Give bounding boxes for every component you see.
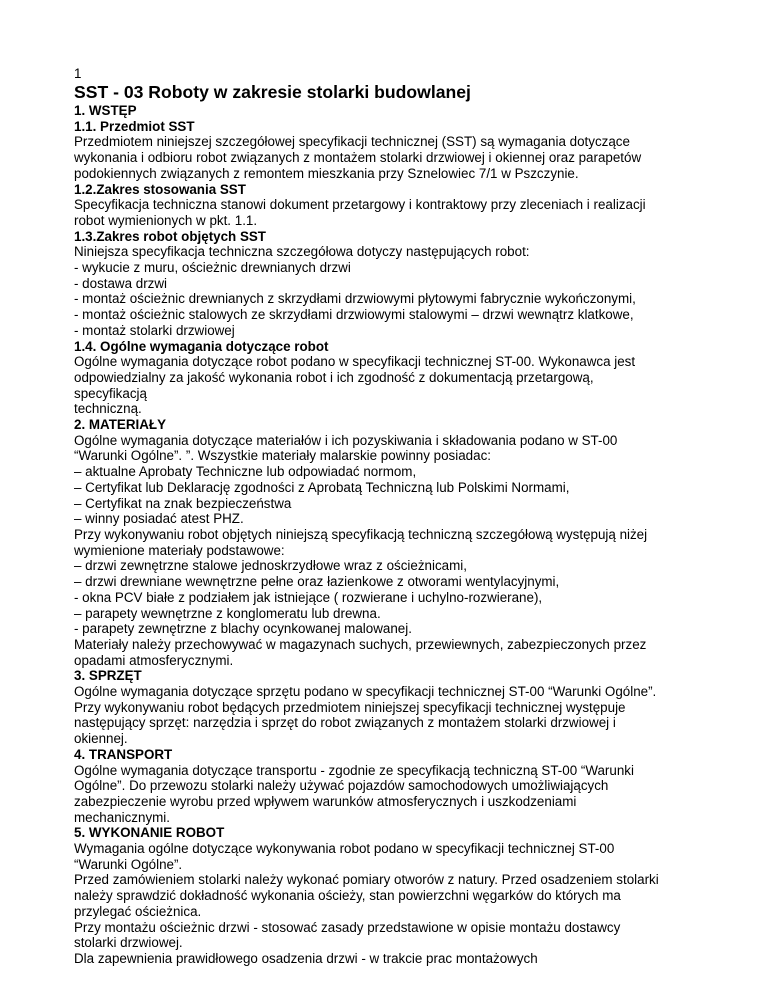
- text-line: specyfikacją: [74, 385, 147, 401]
- text-line: mechanicznymi.: [74, 809, 170, 825]
- text-line: - wykucie z muru, ościeżnic drewnianych drzwi: [74, 260, 351, 276]
- text-line: zabezpieczenie wyrobu przed wpływem warunków atmosferycznych i uszkodzeniami: [74, 793, 577, 809]
- text-line: - montaż ościeżnic stalowych ze skrzydłami drzwiowymi stalowymi – drzwi wewnątrz klatkowe,: [74, 307, 634, 323]
- text-line: Przedmiotem niniejszej szczegółowej specyfikacji technicznej (SST) są wymagania dotyczące: [74, 134, 630, 150]
- text-line: - okna PCV białe z podziałem jak istniejące ( rozwierane i uchylno-rozwierane),: [74, 589, 543, 605]
- text-line: Niniejsza specyfikacja techniczna szczegółowa dotyczy następujących robot:: [74, 244, 530, 260]
- section-heading: 4. TRANSPORT: [74, 746, 173, 762]
- text-line: Przy montażu ościeżnic drzwi - stosować zasady przedstawione w opisie montażu dostawcy: [74, 919, 621, 935]
- text-line: “Warunki Ogólne”. ”. Wszystkie materiały malarskie powinny posiadac:: [74, 448, 491, 464]
- text-line: – winny posiadać atest PHZ.: [74, 511, 244, 527]
- text-line: wykonania i odbioru robot związanych z montażem stolarki drzwiowej i okiennej oraz parapetów: [74, 150, 642, 166]
- text-line: - parapety zewnętrzne z blachy ocynkowanej malowanej.: [74, 621, 412, 637]
- text-line: Przy wykonywaniu robot będących przedmiotem niniejszej specyfikacji technicznej występuje: [74, 699, 626, 715]
- text-line: “Warunki Ogólne”.: [74, 856, 183, 872]
- text-line: okiennej.: [74, 731, 128, 747]
- section-heading: 1.2.Zakres stosowania SST: [74, 181, 246, 197]
- text-line: Ogólne”. Do przewozu stolarki należy używać pojazdów samochodowych umożliwiających: [74, 778, 609, 794]
- text-line: Ogólne wymagania dotyczące robot podano w specyfikacji technicznej ST-00. Wykonawca jest: [74, 354, 636, 370]
- text-line: Wymagania ogólne dotyczące wykonywania robot podano w specyfikacji technicznej ST-00: [74, 841, 615, 857]
- text-line: przylegać ościeżnica.: [74, 903, 202, 919]
- section-heading: 3. SPRZĘT: [74, 668, 142, 684]
- text-line: wymienione materiały podstawowe:: [74, 542, 285, 558]
- text-line: Dla zapewnienia prawidłowego osadzenia drzwi - w trakcie prac montażowych: [74, 950, 538, 966]
- section-heading: 1.4. Ogólne wymagania dotyczące robot: [74, 338, 329, 354]
- text-line: techniczną.: [74, 401, 142, 417]
- page-number: 1: [74, 66, 82, 81]
- text-line: robot wymienionych w pkt. 1.1.: [74, 212, 258, 228]
- text-line: opadami atmosferycznymi.: [74, 652, 234, 668]
- text-line: – aktualne Aprobaty Techniczne lub odpowiadać normom,: [74, 464, 417, 480]
- text-line: – parapety wewnętrzne z konglomeratu lub drewna.: [74, 605, 381, 621]
- text-line: Materiały należy przechowywać w magazynach suchych, przewiewnych, zabezpieczonych przez: [74, 636, 647, 652]
- text-line: Przy wykonywaniu robot objętych niniejszą specyfikacją techniczną szczegółową występują niżej: [74, 526, 648, 542]
- text-line: Ogólne wymagania dotyczące materiałów i ich pozyskiwania i składowania podano w ST-00: [74, 432, 618, 448]
- section-heading: 1.3.Zakres robot objętych SST: [74, 228, 266, 244]
- document-page: [74, 66, 714, 967]
- text-line: odpowiedzialny za jakość wykonania robot i ich zgodność z dokumentacją przetargową,: [74, 369, 594, 385]
- text-line: Przed zamówieniem stolarki należy wykonać pomiary otworów z natury. Przed osadzeniem stolarki: [74, 872, 659, 888]
- section-heading: 2. MATERIAŁY: [74, 417, 167, 433]
- text-line: – Certyfikat na znak bezpieczeństwa: [74, 495, 292, 511]
- text-line: – drzwi drewniane wewnętrzne pełne oraz łazienkowe z otworami wentylacyjnymi,: [74, 574, 560, 590]
- text-line: należy sprawdzić dokładność wykonania ościeży, stan powierzchni węgarków do których ma: [74, 888, 621, 904]
- text-line: - montaż stolarki drzwiowej: [74, 322, 235, 338]
- text-line: stolarki drzwiowej.: [74, 935, 183, 951]
- text-line: podokiennych związanych z remontem mieszkania przy Sznelowiec 7/1 w Pszczynie.: [74, 165, 579, 181]
- section-heading: 1.1. Przedmiot SST: [74, 118, 195, 134]
- text-line: Specyfikacja techniczna stanowi dokument przetargowy i kontraktowy przy zleceniach i realizacji: [74, 197, 646, 213]
- section-heading: 1. WSTĘP: [74, 103, 137, 118]
- text-line: Ogólne wymagania dotyczące sprzętu podano w specyfikacji technicznej ST-00 “Warunki Ogólne”.: [74, 684, 657, 700]
- text-line: następujący sprzęt: narzędzia i sprzęt do robot związanych z montażem stolarki drzwiowej i: [74, 715, 616, 731]
- document-title: SST - 03 Roboty w zakresie stolarki budowlanej: [74, 82, 471, 102]
- text-line: Ogólne wymagania dotyczące transportu - zgodnie ze specyfikacją techniczną ST-00 “Warunki: [74, 762, 634, 778]
- text-line: - montaż ościeżnic drewnianych z skrzydłami drzwiowymi płytowymi fabrycznie wykończonymi,: [74, 291, 636, 307]
- text-line: – Certyfikat lub Deklarację zgodności z Aprobatą Techniczną lub Polskimi Normami,: [74, 479, 570, 495]
- document-body: [74, 103, 714, 967]
- section-heading: 5. WYKONANIE ROBOT: [74, 825, 225, 841]
- text-line: - dostawa drzwi: [74, 275, 168, 291]
- text-line: – drzwi zewnętrzne stalowe jednoskrzydłowe wraz z ościeżnicami,: [74, 558, 467, 574]
